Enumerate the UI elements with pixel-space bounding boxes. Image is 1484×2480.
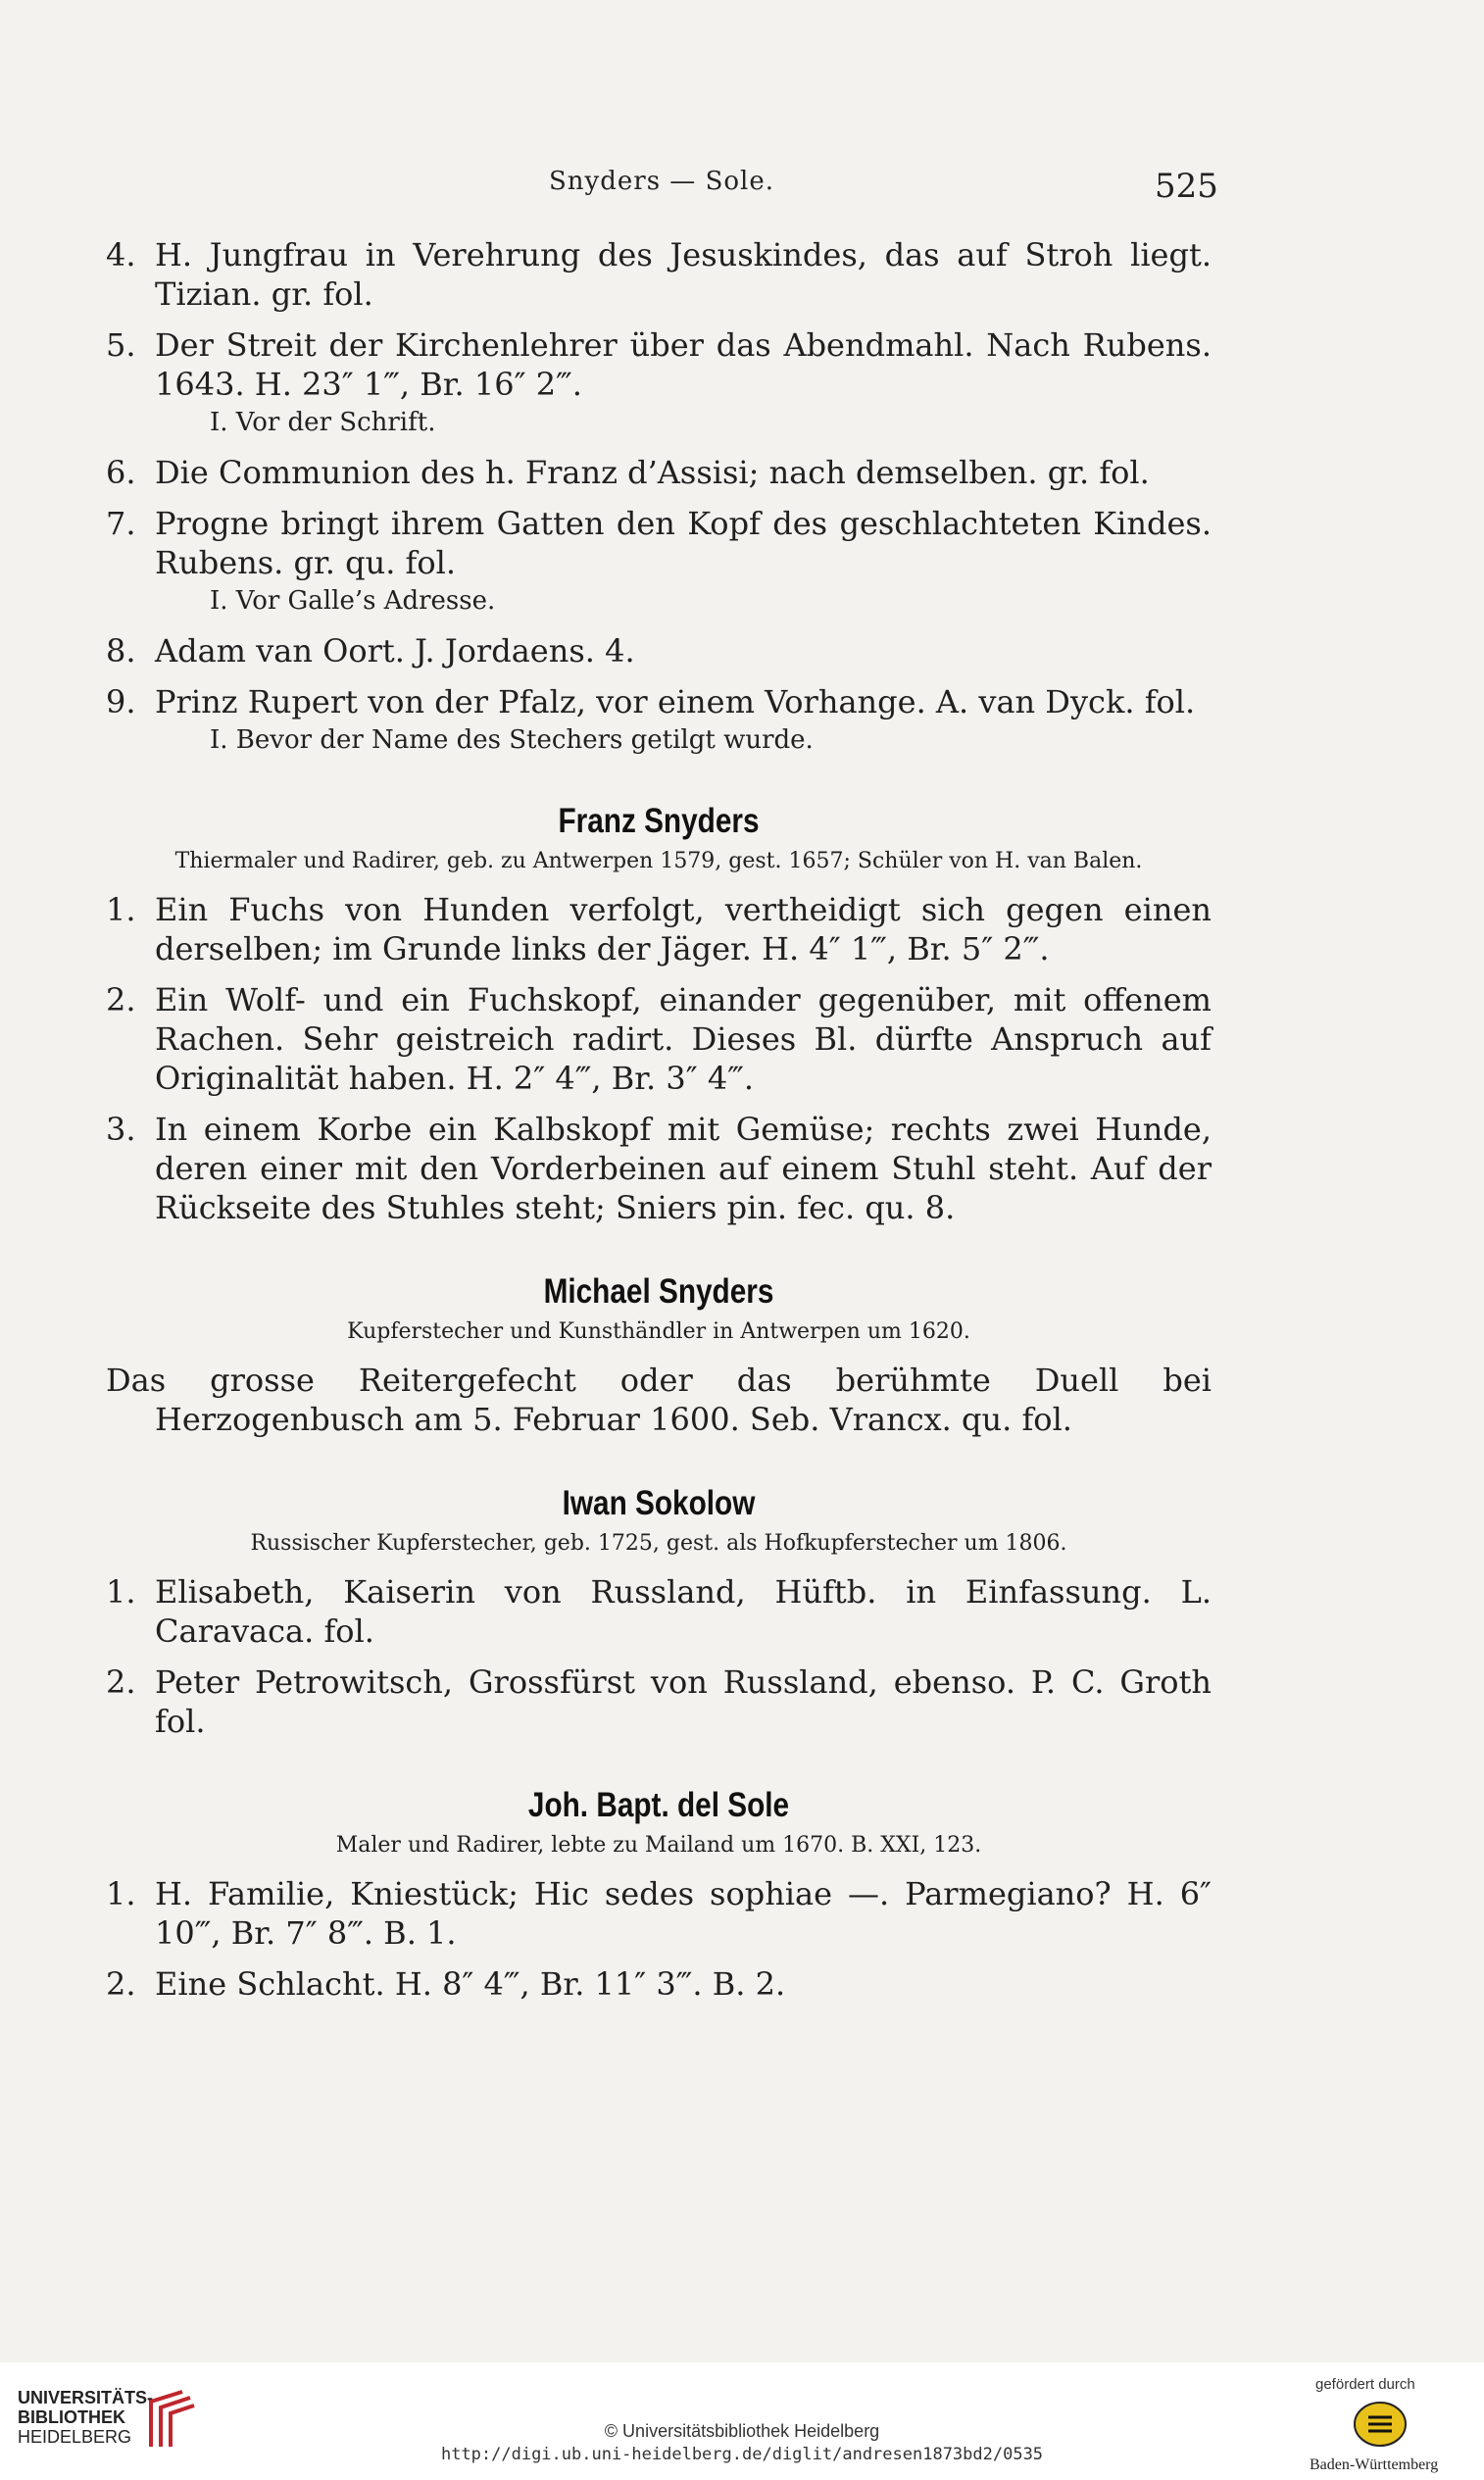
state-name: Baden-Württemberg — [1310, 2456, 1439, 2473]
list-item: 2. Eine Schlacht. H. 8″ 4‴, Br. 11″ 3‴. B. 2. — [106, 1965, 786, 2003]
list-item: 8. Adam van Oort. J. Jordaens. 4. — [106, 632, 635, 670]
running-header — [0, 165, 1484, 214]
list-item: 3. In einem Korbe ein Kalbskopf mit Gemüse; rechts zwei Hunde, deren einer mit den Vorderbeinen auf einem Stuhl steht. Auf der Rückseite des Stuhles steht; Sniers pin. fec. qu. 8. — [106, 1111, 1212, 1226]
page-number: 525 — [1155, 167, 1218, 206]
digitization-footer — [0, 2362, 1484, 2480]
state-crest-icon — [1351, 2400, 1410, 2449]
artist-heading: Joh. Bapt. del Sole — [527, 1786, 790, 1824]
library-logo[interactable]: UNIVERSITÄTS- BIBLIOTHEK HEIDELBERG — [18, 2388, 154, 2447]
list-item: 7. Progne bringt ihrem Gatten den Kopf des geschlachteten Kindes. Rubens. gr. qu. fol. — [106, 505, 1212, 581]
funded-by-label: gefördert durch — [1315, 2376, 1415, 2393]
page-body — [106, 235, 1212, 2004]
list-item: 5. Der Streit der Kirchenlehrer über das Abendmahl. Nach Rubens. 1643. H. 23″ 1‴, Br. 16″ 2‴. — [106, 326, 1212, 403]
permalink-url[interactable]: http://digi.ub.uni-heidelberg.de/diglit/andresen1873bd2/0535 — [440, 2445, 1044, 2464]
state-note: I. Vor Galle’s Adresse. — [210, 586, 496, 616]
list-item: 4. H. Jungfrau in Verehrung des Jesuskindes, das auf Stroh liegt. Tizian. gr. fol. — [106, 236, 1212, 313]
copyright-notice: © Universitätsbibliothek Heidelberg — [604, 2421, 880, 2441]
header-title: Snyders — Sole. — [549, 167, 775, 196]
list-item: 9. Prinz Rupert von der Pfalz, vor einem Vorhange. A. van Dyck. fol. — [106, 683, 1196, 720]
list-item: 2. Ein Wolf- und ein Fuchskopf, einander gegenüber, mit offenem Rachen. Sehr geistreich radirt. Dieses Bl. dürfte Anspruch auf Originalität haben. H. 2″ 4‴, Br. 3″ 4‴. — [106, 981, 1212, 1097]
list-item: 1. Elisabeth, Kaiserin von Russland, Hüftb. in Einfassung. L. Caravaca. fol. — [106, 1573, 1212, 1650]
artist-caption: Russischer Kupferstecher, geb. 1725, gest. als Hofkupferstecher um 1806. — [250, 1531, 1067, 1556]
artist-heading: Franz Snyders — [558, 802, 760, 840]
list-item: 1. Ein Fuchs von Hunden verfolgt, vertheidigt sich gegen einen derselben; im Grunde links der Jäger. H. 4″ 1‴, Br. 5″ 2‴. — [106, 891, 1212, 967]
list-item: 1. H. Familie, Kniestück; Hic sedes sophiae —. Parmegiano? H. 6″ 10‴, Br. 7″ 8‴. B. 1. — [106, 1875, 1212, 1952]
artist-caption: Thiermaler und Radirer, geb. zu Antwerpen 1579, gest. 1657; Schüler von H. van Balen. — [174, 849, 1143, 873]
entry-text: Das grosse Reitergefecht oder das berühmte Duell bei Herzogenbusch am 5. Februar 1600. Seb. Vrancx. qu. fol. — [106, 1362, 1212, 1438]
artist-caption: Kupferstecher und Kunsthändler in Antwerpen um 1620. — [347, 1319, 970, 1344]
artist-heading: Iwan Sokolow — [562, 1484, 756, 1522]
state-note: I. Bevor der Name des Stechers getilgt wurde. — [210, 725, 814, 755]
artist-heading: Michael Snyders — [543, 1272, 774, 1311]
list-item: 2. Peter Petrowitsch, Grossfürst von Russland, ebenso. P. C. Groth fol. — [106, 1663, 1212, 1740]
state-note: I. Vor der Schrift. — [210, 408, 436, 437]
artist-caption: Maler und Radirer, lebte zu Mailand um 1670. B. XXI, 123. — [335, 1833, 982, 1858]
list-item: 6. Die Communion des h. Franz d’Assisi; nach demselben. gr. fol. — [106, 454, 1150, 491]
